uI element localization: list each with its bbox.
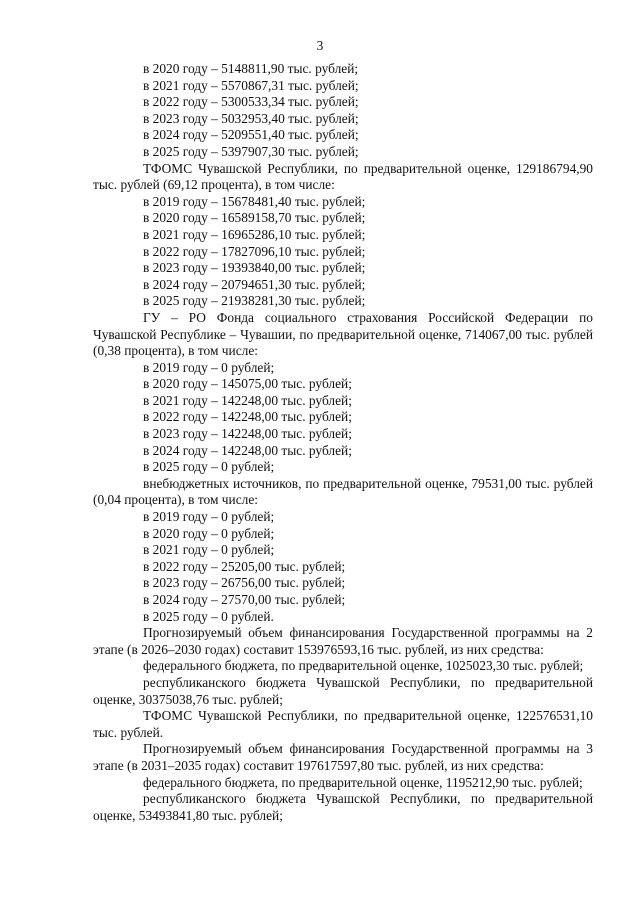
paragraph: Прогнозируемый объем финансирования Государственной программы на 3 этапе (в 2031–2035 годах) составит 197617597,80 тыс. рублей, из них средства: <box>93 741 593 773</box>
list-item: в 2021 году – 0 рублей; <box>143 542 275 558</box>
list-item: в 2022 году – 25205,00 тыс. рублей; <box>143 558 346 574</box>
list-item: в 2025 году – 5397907,30 тыс. рублей; <box>143 143 359 159</box>
list-item: в 2022 году – 142248,00 тыс. рублей; <box>143 409 352 425</box>
paragraph: ТФОМС Чувашской Республики, по предварительной оценке, 122576531,10 тыс. рублей. <box>93 708 593 740</box>
paragraph: республиканского бюджета Чувашской Республики, по предварительной оценке, 53493841,80 тыс. рублей; <box>93 791 593 823</box>
list-item: в 2020 году – 145075,00 тыс. рублей; <box>143 376 352 392</box>
list-item: в 2024 году – 20794651,30 тыс. рублей; <box>143 276 366 292</box>
list-item: в 2024 году – 142248,00 тыс. рублей; <box>143 442 352 458</box>
page-number: 3 <box>316 38 324 53</box>
list-item: в 2023 году – 26756,00 тыс. рублей; <box>143 575 346 591</box>
list-item: в 2022 году – 17827096,10 тыс. рублей; <box>143 243 366 259</box>
list-item: в 2020 году – 0 рублей; <box>143 525 275 541</box>
list-item: в 2025 году – 0 рублей. <box>143 608 274 624</box>
list-item: в 2023 году – 5032953,40 тыс. рублей; <box>143 110 359 126</box>
list-item: в 2021 году – 142248,00 тыс. рублей; <box>143 392 352 408</box>
paragraph: внебюджетных источников, по предварительной оценке, 79531,00 тыс. рублей (0,04 процента), в том числе: <box>93 475 593 508</box>
list-item: в 2019 году – 0 рублей; <box>143 509 275 525</box>
paragraph: Прогнозируемый объем финансирования Государственной программы на 2 этапе (в 2026–2030 годах) составит 153976593,16 тыс. рублей, из них средства: <box>93 625 593 657</box>
list-item: в 2020 году – 5148811,90 тыс. рублей; <box>143 61 359 76</box>
list-item: в 2023 году – 19393840,00 тыс. рублей; <box>143 260 366 276</box>
list-item: в 2024 году – 5209551,40 тыс. рублей; <box>143 127 359 143</box>
list-item: в 2019 году – 0 рублей; <box>143 359 275 375</box>
list-item: в 2021 году – 16965286,10 тыс. рублей; <box>143 226 366 242</box>
paragraph: федерального бюджета, по предварительной оценке, 1195212,90 тыс. рублей; <box>143 774 583 790</box>
list-item: в 2024 году – 27570,00 тыс. рублей; <box>143 592 346 607</box>
list-item: в 2021 году – 5570867,31 тыс. рублей; <box>143 77 359 93</box>
list-item: в 2022 году – 5300533,34 тыс. рублей; <box>143 94 359 110</box>
list-item: в 2020 году – 16589158,70 тыс. рублей; <box>143 210 366 226</box>
list-item: в 2025 году – 0 рублей; <box>143 459 275 475</box>
list-item: в 2019 году – 15678481,40 тыс. рублей; <box>143 193 366 209</box>
document-body <box>93 61 593 824</box>
paragraph: республиканского бюджета Чувашской Республики, по предварительной оценке, 30375038,76 тыс. рублей; <box>93 674 593 707</box>
list-item: в 2023 году – 142248,00 тыс. рублей; <box>143 426 352 442</box>
paragraph: ГУ – РО Фонда социального страхования Российской Федерации по Чувашской Республике – Чувашии, по предварительной оценке, 714067,00 тыс. рублей (0,38 процента), в том числе: <box>93 309 593 359</box>
paragraph: ТФОМС Чувашской Республики, по предварительной оценке, 129186794,90 тыс. рублей (69,12 процента), в том числе: <box>93 160 593 193</box>
list-item: в 2025 году – 21938281,30 тыс. рублей; <box>143 293 366 309</box>
paragraph: федерального бюджета, по предварительной оценке, 1025023,30 тыс. рублей; <box>143 658 584 674</box>
